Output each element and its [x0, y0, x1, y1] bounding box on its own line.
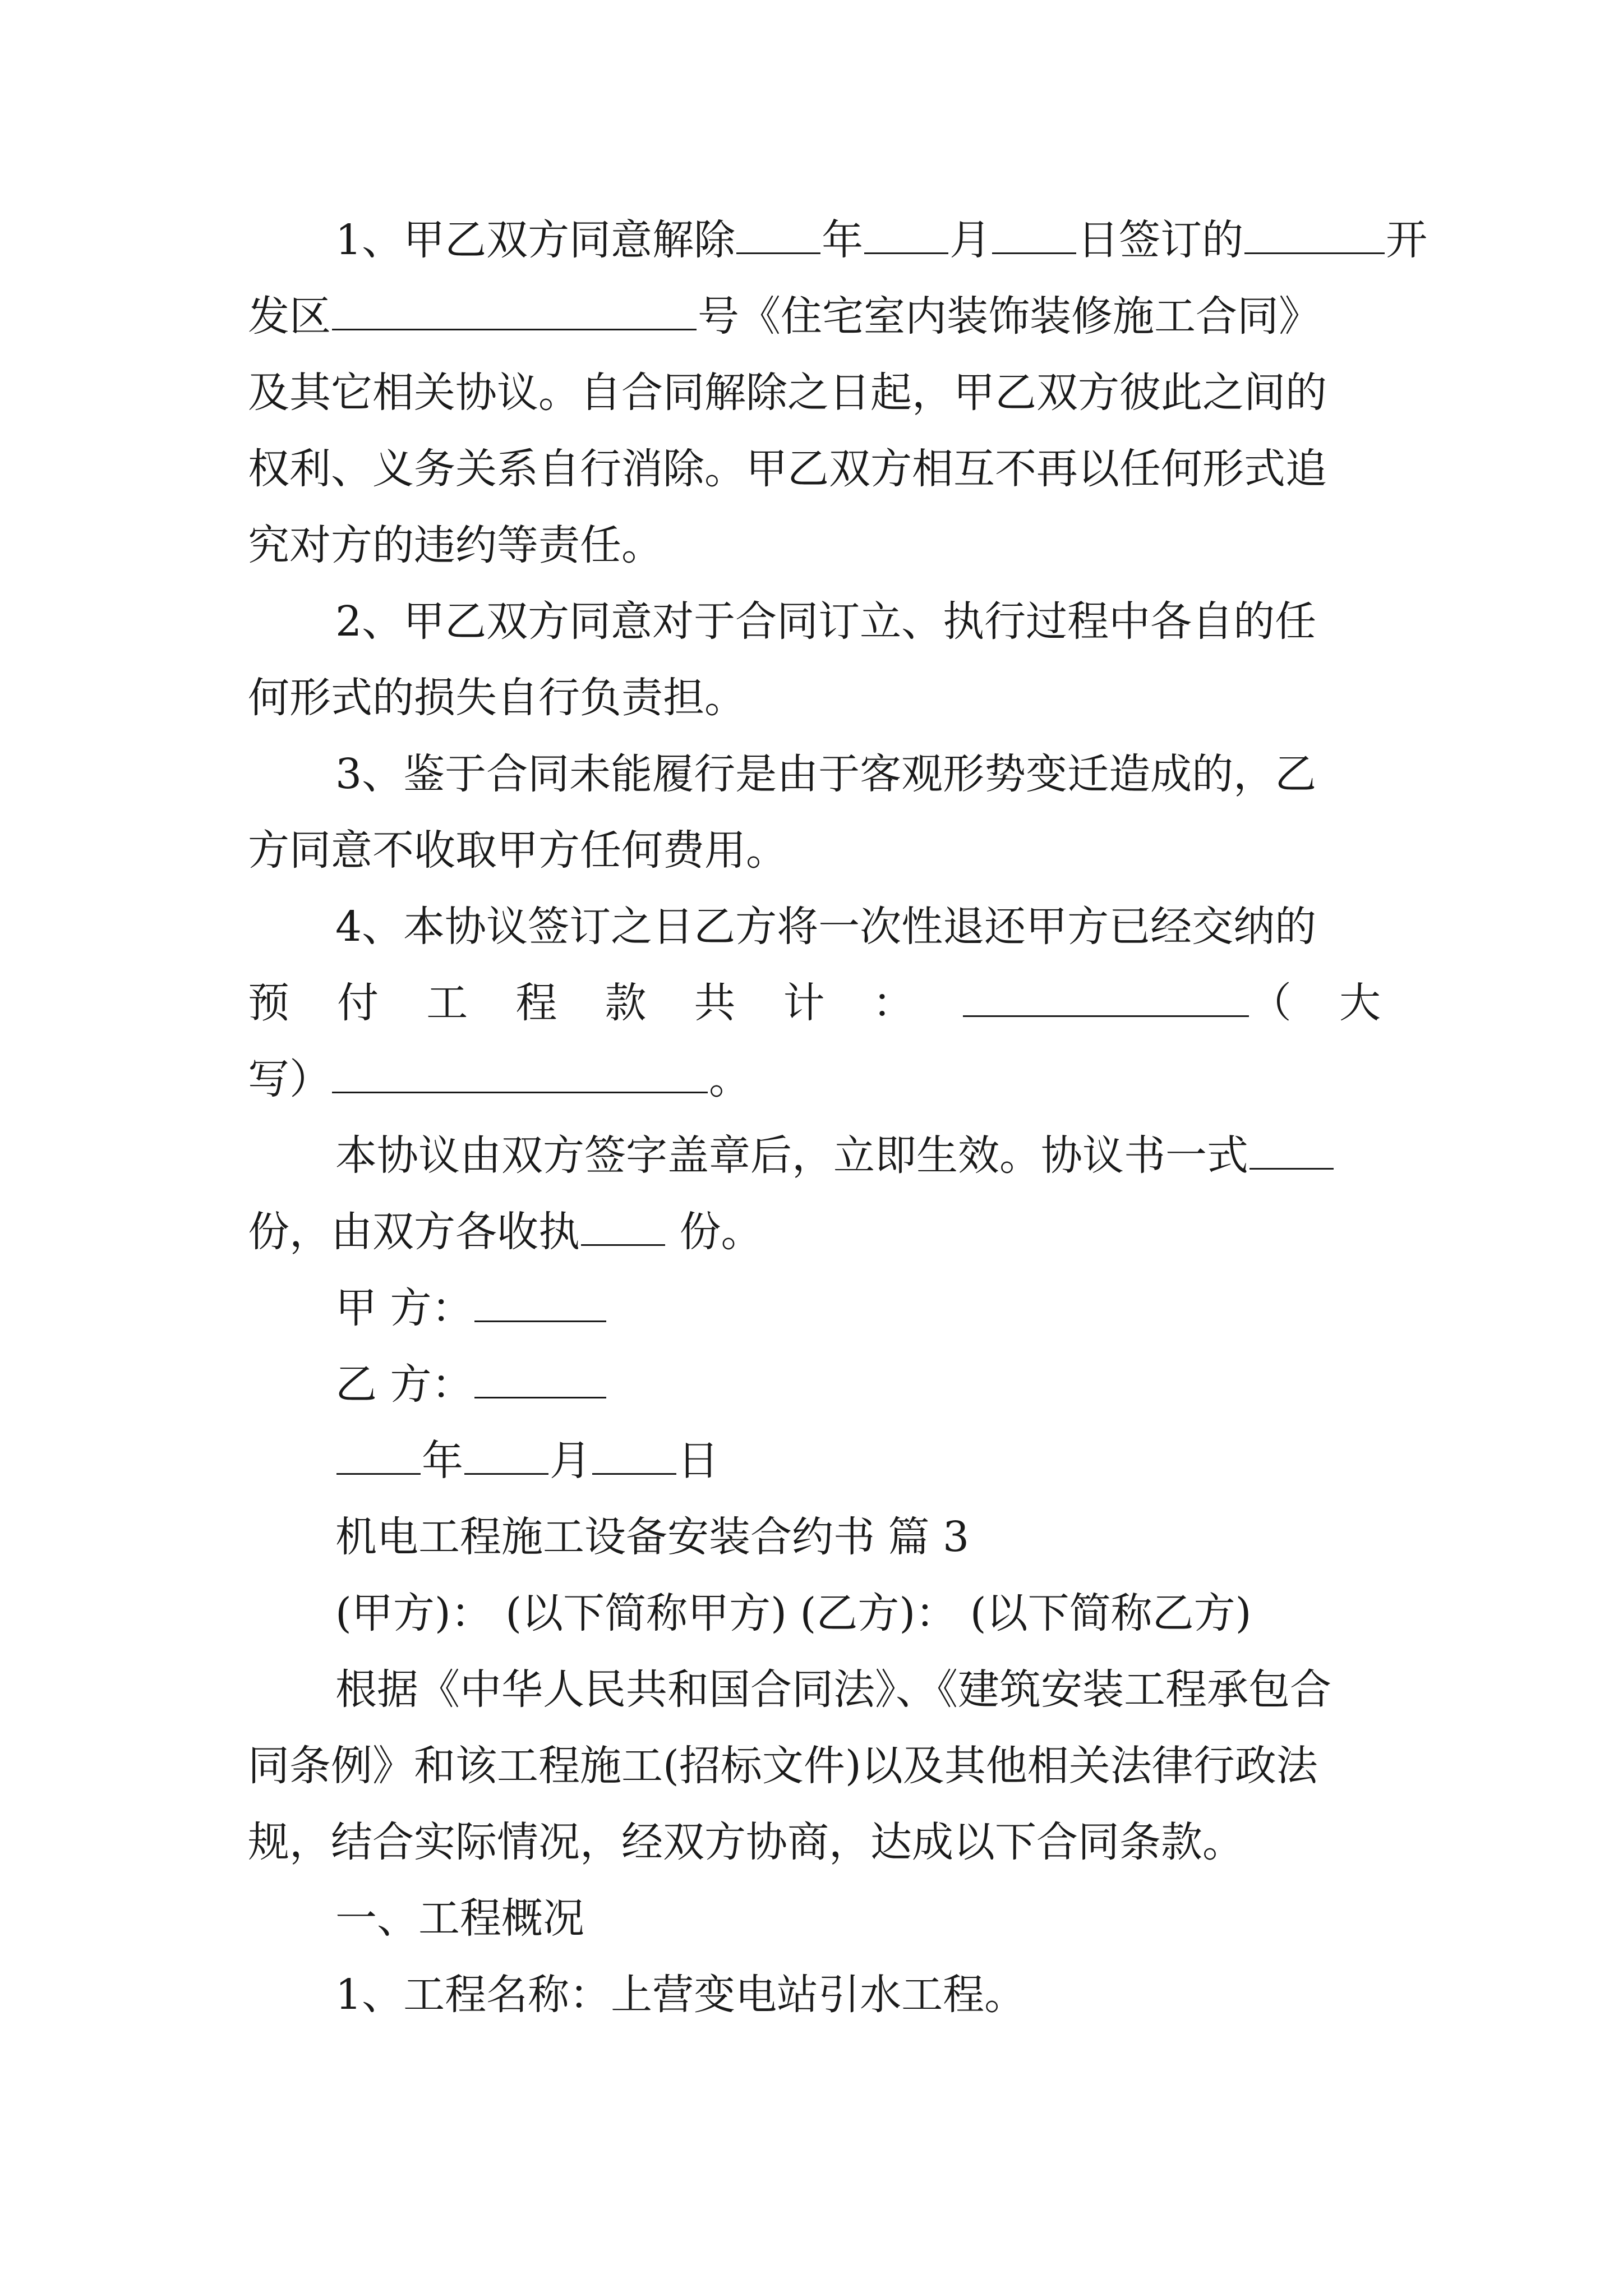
char: 工 [426, 979, 468, 1027]
date-day-label: 日 [677, 1437, 719, 1485]
clause-1-line-5: 究对方的违约等责任。 [248, 521, 663, 569]
char: 计 [783, 979, 825, 1027]
party-b-line [248, 1346, 1381, 1423]
copies-suffix: 份。 [679, 1208, 763, 1256]
clause-3-line-2: 方同意不收取甲方任何费用。 [248, 826, 787, 875]
char: 预 [248, 979, 289, 1027]
clause-1-line-2 [248, 278, 1381, 355]
amount-group [962, 965, 1292, 1041]
party-a-label: 甲 方： [335, 1284, 473, 1332]
paren: （ [1249, 979, 1292, 1027]
clause-2-line-1: 2、甲乙双方同意对于合同订立、执行过程中各自的任 [335, 597, 1317, 646]
parties-line: (甲方)： (以下简称甲方) (乙方)： (以下简称乙方) [335, 1589, 1252, 1637]
char: 款 [605, 979, 647, 1027]
item-1: 1、工程名称：上营变电站引水工程。 [335, 1971, 1026, 2019]
heading-1: 一、工程概况 [335, 1894, 584, 1943]
clause-1-tail: 开 [1386, 216, 1428, 264]
basis-line-3: 规，结合实际情况，经双方协商，达成以下合同条款。 [248, 1818, 1244, 1866]
each-copies-blank [581, 1205, 665, 1246]
date-year-label: 年 [422, 1437, 463, 1485]
effect-text-2: 份，由双方各收执 [248, 1208, 580, 1256]
effect-text: 本协议由双方签字盖章后，立即生效。协议书一式 [335, 1131, 1248, 1180]
document-page [248, 202, 1428, 2033]
date-day-blank [592, 1434, 676, 1475]
district-blank [1244, 213, 1385, 254]
section-title: 机电工程施工设备安装合约书 篇 3 [335, 1513, 970, 1561]
party-a-line [248, 1270, 1381, 1346]
party-a-blank [474, 1281, 606, 1322]
clause-4-line-3 [248, 1041, 1381, 1117]
date-month-blank [464, 1434, 548, 1475]
basis-line-2: 同条例》和该工程施工(招标文件)以及其他相关法律行政法 [248, 1742, 1318, 1790]
signed-label: 日签订的 [1077, 216, 1244, 264]
amount-blank [963, 976, 1249, 1017]
char: 大 [1339, 979, 1381, 1027]
clause-1-line-4: 权利、义务关系自行消除。甲乙双方相互不再以任何形式追 [248, 445, 1327, 493]
basis-line-1: 根据《中华人民共和国合同法》、《建筑安装工程承包合 [335, 1665, 1331, 1714]
day-blank [992, 213, 1076, 254]
char: 付 [337, 979, 379, 1027]
char: 共 [694, 979, 736, 1027]
effect-line-2 [248, 1194, 1381, 1270]
date-line [248, 1423, 1381, 1499]
period: 。 [709, 1055, 750, 1103]
effect-line-1 [248, 1117, 1381, 1194]
party-b-label: 乙 方： [335, 1360, 473, 1409]
date-month-label: 月 [550, 1437, 591, 1485]
clause-1-line-1 [248, 202, 1428, 278]
char: 程 [515, 979, 557, 1027]
year-blank [736, 213, 820, 254]
clause-3-line-1: 3、鉴于合同未能履行是由于客观形势变迁造成的，乙 [335, 750, 1317, 798]
date-year-blank [336, 1434, 421, 1475]
party-b-blank [474, 1358, 606, 1398]
copies-blank [1249, 1129, 1334, 1170]
contract-name: 号《住宅室内装饰装修施工合同》 [698, 292, 1320, 341]
district-label: 发区 [248, 292, 331, 341]
clause-1-line-3: 及其它相关协议。自合同解除之日起，甲乙双方彼此之间的 [248, 369, 1327, 417]
month-blank [864, 213, 948, 254]
contract-number-blank [332, 289, 697, 330]
clause-1-text: 1、甲乙双方同意解除 [335, 216, 736, 264]
clause-4-line-1: 4、本协议签订之日乙方将一次性退还甲方已经交纳的 [335, 903, 1317, 951]
capital-label: 写） [248, 1055, 331, 1103]
year-label: 年 [822, 216, 864, 264]
clause-4-line-2 [248, 965, 1381, 1041]
clause-2-line-2: 何形式的损失自行负责担。 [248, 674, 746, 722]
month-label: 月 [949, 216, 992, 264]
capital-amount-blank [332, 1052, 708, 1093]
char: ： [872, 979, 914, 1027]
